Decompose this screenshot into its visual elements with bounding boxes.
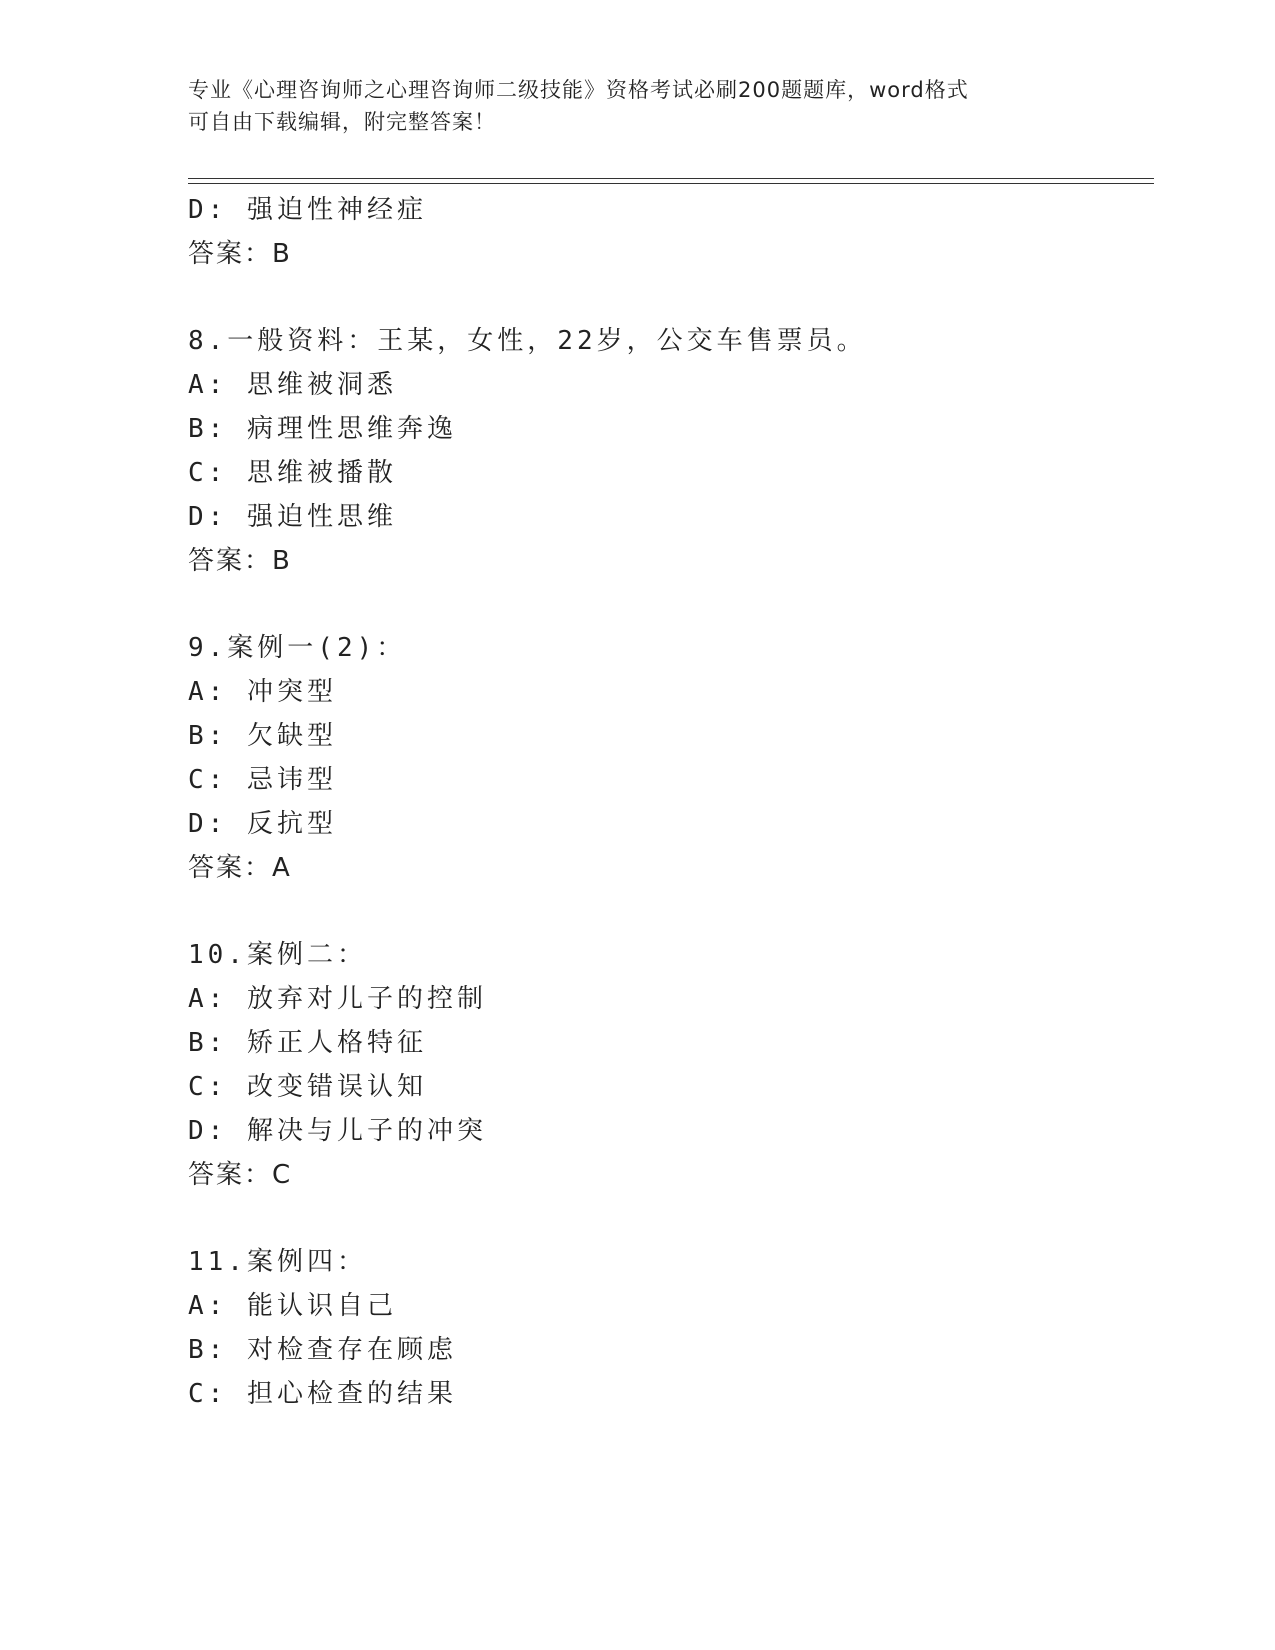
question-10-option-c: C: 改变错误认知 xyxy=(188,1072,427,1102)
document-header xyxy=(188,74,1088,138)
question-8-option-b: B: 病理性思维奔逸 xyxy=(188,414,457,444)
question-8-answer: 答案：B xyxy=(188,546,292,576)
question-9-option-a: A: 冲突型 xyxy=(188,677,337,707)
question-11-option-b: B: 对检查存在顾虑 xyxy=(188,1335,457,1365)
question-7-answer: 答案：B xyxy=(188,239,292,269)
question-10-option-a: A: 放弃对儿子的控制 xyxy=(188,984,487,1014)
question-8-option-a: A: 思维被洞悉 xyxy=(188,370,397,400)
question-9-stem: 9.案例一(2)： xyxy=(188,633,407,663)
question-9-option-b: B: 欠缺型 xyxy=(188,721,337,751)
header-line-2: 可自由下载编辑，附完整答案！ xyxy=(188,110,496,134)
question-7-option-d: D: 强迫性神经症 xyxy=(188,195,427,225)
question-10-answer: 答案：C xyxy=(188,1160,293,1190)
question-10-option-d: D: 解决与儿子的冲突 xyxy=(188,1116,487,1146)
question-9-option-d: D: 反抗型 xyxy=(188,809,337,839)
question-9-answer: 答案：A xyxy=(188,853,292,883)
question-8-option-c: C: 思维被播散 xyxy=(188,458,397,488)
header-divider-top xyxy=(188,178,1154,179)
question-11-option-c: C: 担心检查的结果 xyxy=(188,1379,457,1409)
question-10-stem: 10.案例二： xyxy=(188,940,367,970)
question-11-option-a: A: 能认识自己 xyxy=(188,1291,397,1321)
header-line-1: 专业《心理咨询师之心理咨询师二级技能》资格考试必刷200题题库，word格式 xyxy=(188,78,969,102)
question-10-option-b: B: 矫正人格特征 xyxy=(188,1028,427,1058)
question-8-option-d: D: 强迫性思维 xyxy=(188,502,397,532)
question-9-option-c: C: 忌讳型 xyxy=(188,765,337,795)
question-8-stem: 8.一般资料：王某，女性，22岁，公交车售票员。 xyxy=(188,326,867,356)
question-11-stem: 11.案例四： xyxy=(188,1247,367,1277)
header-divider-bottom xyxy=(188,183,1154,184)
